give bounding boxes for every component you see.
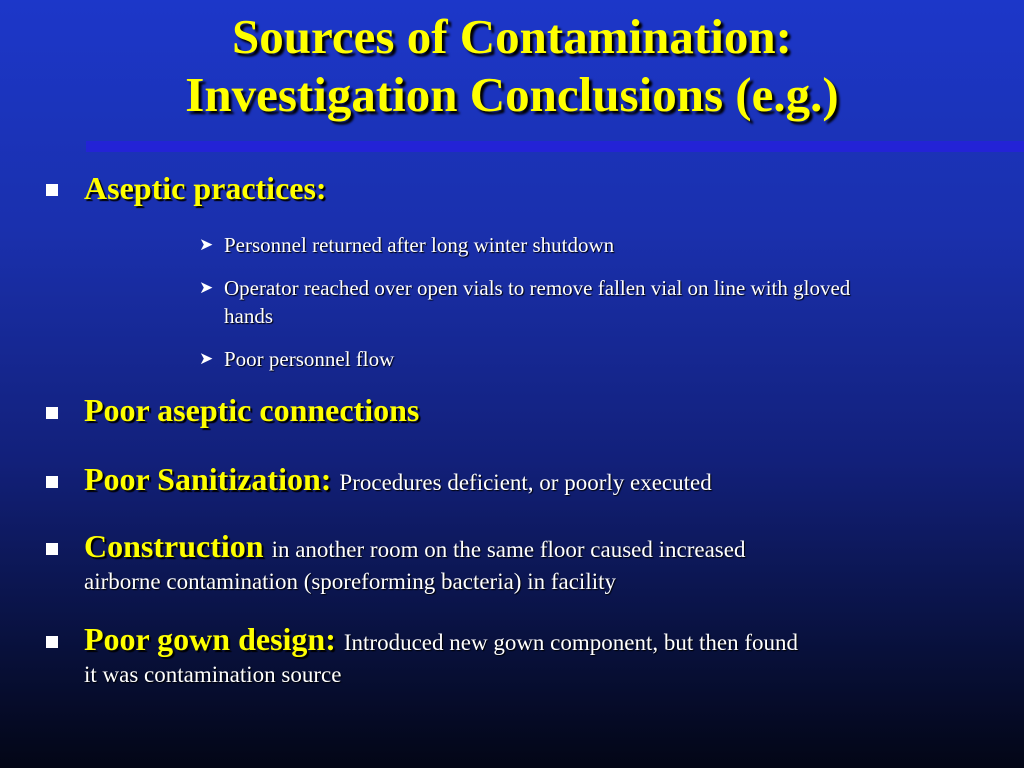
gown-text-2: it was contamination source xyxy=(84,662,342,687)
construction-heading: Construction xyxy=(84,528,264,564)
subitem-operator-reached-cont: hands xyxy=(224,304,273,328)
arrow-bullet-icon: ➤ xyxy=(199,349,214,369)
sanitization-heading: Poor Sanitization: xyxy=(84,461,332,497)
slide-title xyxy=(0,8,1024,124)
gown-heading: Poor gown design: xyxy=(84,621,336,657)
square-bullet-icon xyxy=(46,476,58,488)
bullet-connections-heading: Poor aseptic connections xyxy=(84,392,420,428)
construction-text-1: in another room on the same floor caused increased xyxy=(271,537,746,562)
title-divider xyxy=(86,141,1024,152)
bullet-sanitization xyxy=(84,461,712,498)
title-line-1: Sources of Contamination: xyxy=(232,9,792,64)
bullet-gown xyxy=(84,621,798,658)
square-bullet-icon xyxy=(46,407,58,419)
arrow-bullet-icon: ➤ xyxy=(199,278,214,298)
subitem-personnel-returned: Personnel returned after long winter shutdown xyxy=(224,233,615,257)
bullet-aseptic-heading: Aseptic practices: xyxy=(84,170,327,206)
title-line-2: Investigation Conclusions (e.g.) xyxy=(185,67,839,122)
construction-text-2: airborne contamination (sporeforming bacteria) in facility xyxy=(84,569,616,594)
subitem-personnel-flow: Poor personnel flow xyxy=(224,347,395,371)
arrow-bullet-icon: ➤ xyxy=(199,235,214,255)
square-bullet-icon xyxy=(46,543,58,555)
sanitization-text: Procedures deficient, or poorly executed xyxy=(339,470,712,495)
square-bullet-icon xyxy=(46,636,58,648)
square-bullet-icon xyxy=(46,184,58,196)
bullet-construction xyxy=(84,528,745,565)
gown-text-1: Introduced new gown component, but then found xyxy=(343,630,799,655)
subitem-operator-reached: Operator reached over open vials to remove fallen vial on line with gloved xyxy=(224,276,851,300)
